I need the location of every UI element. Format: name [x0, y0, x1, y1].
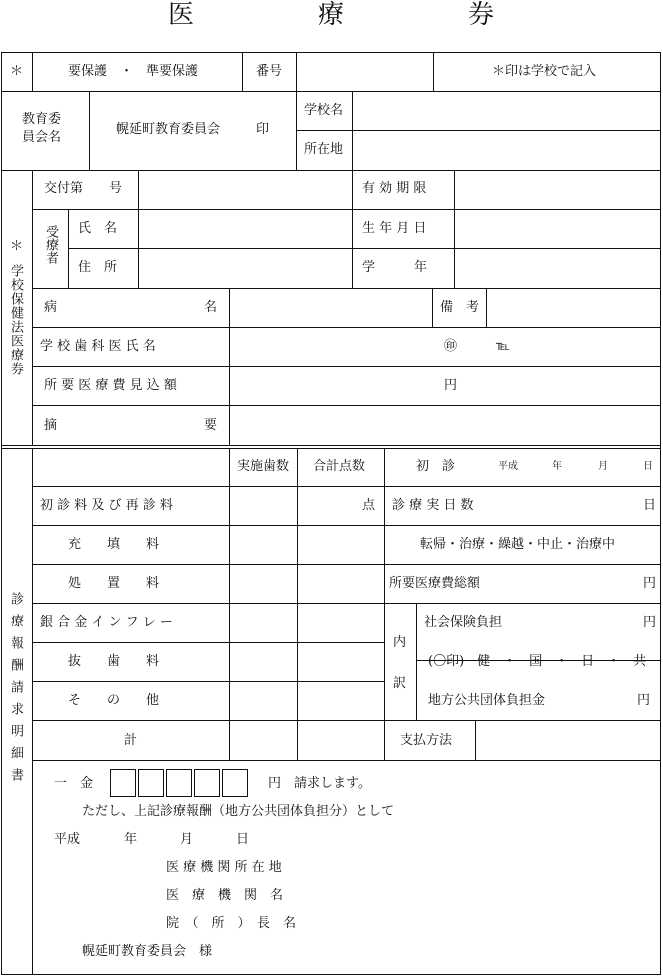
- school-note: ＊印は学校で記入: [492, 64, 597, 79]
- row-total: 計: [124, 733, 138, 748]
- local-gov-label: 地方公共団体負担金: [428, 693, 546, 708]
- total-cost-yen: 円: [643, 576, 657, 591]
- breakdown-label-1: 内: [393, 635, 407, 650]
- patient-name-label: 氏 名: [78, 221, 118, 236]
- breakdown-label-2: 訳: [393, 676, 407, 691]
- first-visit-year: 年: [552, 461, 562, 472]
- validity-label: 有 効 期 限: [362, 181, 427, 196]
- amount-digit-box: [222, 769, 248, 797]
- institution-name-label: 医 療 機 関 名: [166, 888, 284, 903]
- row-other: そ の 他: [68, 693, 160, 708]
- first-visit-day: 日: [643, 461, 653, 472]
- tel-mark: ℡: [496, 339, 510, 354]
- row-extraction-fee: 抜 歯 料: [68, 654, 160, 669]
- social-insurance-yen: 円: [643, 615, 657, 630]
- points-unit: 点: [362, 498, 376, 513]
- director-name-label: 院 （ 所 ） 長 名: [166, 916, 297, 931]
- row-filling-fee: 充 填 料: [68, 537, 160, 552]
- school-address-label: 所在地: [304, 142, 344, 157]
- title-char-3: 券: [468, 0, 495, 30]
- issue-number-label: 交付第 号: [44, 181, 123, 196]
- payment-method-label: 支払方法: [400, 733, 453, 748]
- grade-label: 学 年: [362, 260, 428, 275]
- row-procedure-fee: 処 置 料: [68, 576, 160, 591]
- total-cost-label: 所要医療費総額: [389, 576, 481, 591]
- col-total-points: 合計点数: [313, 459, 366, 474]
- school-name-label: 学校名: [304, 103, 344, 118]
- statement-side-label: 診療報酬請求明細書: [8, 592, 23, 790]
- amount-digit-box: [166, 769, 192, 797]
- board-seal: 印: [256, 122, 270, 137]
- claim-date-month: 月: [180, 832, 194, 847]
- insurance-types: (〇印) 健 ・ 国 ・ 日 ・ 共: [428, 654, 647, 669]
- row-silver-alloy-inlay: 銀 合 金 イ ン フ レ ー: [40, 615, 173, 630]
- claim-date-day: 日: [236, 832, 250, 847]
- treatment-outcome: 転帰・治療・繰越・中止・治療中: [420, 537, 616, 552]
- estimated-cost-label: 所 要 医 療 費 見 込 額: [44, 378, 177, 393]
- claim-recipient: 幌延町教育委員会 様: [82, 944, 213, 959]
- dentist-seal-mark: ㊞: [444, 339, 458, 354]
- col-teeth-count: 実施歯数: [237, 459, 290, 474]
- claim-amount-prefix: 一 金: [54, 776, 94, 791]
- disease-label: 病: [44, 300, 58, 315]
- institution-address-label: 医 療 機 関 所 在 地: [166, 860, 282, 875]
- treatment-days-unit: 日: [643, 498, 657, 513]
- social-insurance-label: 社会保険負担: [424, 615, 503, 630]
- summary-label: 摘: [44, 418, 58, 433]
- amount-digit-box: [138, 769, 164, 797]
- local-gov-yen: 円: [637, 693, 651, 708]
- board-name: 幌延町教育委員会: [116, 122, 221, 137]
- claim-note: ただし、上記診療報酬（地方公共団体負担分）として: [82, 804, 395, 819]
- estimated-cost-yen: 円: [444, 378, 458, 393]
- disease-label-2: 名: [204, 300, 218, 315]
- dentist-name-label: 学 校 歯 科 医 氏 名: [40, 339, 156, 354]
- ticket-side-label: 学校保健法医療券: [8, 264, 23, 376]
- board-label-line1: 教育委: [22, 112, 62, 127]
- first-visit-label: 初 診: [416, 459, 456, 474]
- board-label-line2: 員会名: [22, 130, 62, 145]
- birthdate-label: 生 年 月 日: [362, 221, 427, 236]
- first-visit-era: 平成: [498, 461, 518, 472]
- treatment-days-label: 診 療 実 日 数: [392, 498, 474, 513]
- patient-address-label: 住 所: [78, 260, 118, 275]
- remarks-label: 備 考: [440, 300, 480, 315]
- summary-label-2: 要: [204, 418, 218, 433]
- ticket-side-asterisk: ＊: [10, 239, 24, 254]
- title-char-2: 療: [318, 0, 345, 30]
- first-visit-month: 月: [598, 461, 608, 472]
- protection-type: 要保護 ・ 準要保護: [68, 64, 199, 79]
- row-consultation-fee: 初 診 料 及 び 再 診 料: [40, 498, 173, 513]
- claim-amount-suffix: 円 請求します。: [268, 776, 371, 791]
- number-label: 番号: [256, 64, 283, 79]
- amount-digit-box: [110, 769, 136, 797]
- claim-date-era: 平成: [54, 832, 81, 847]
- patient-label: 受療者: [43, 225, 58, 264]
- title-char-1: 医: [168, 0, 195, 30]
- amount-digit-box: [194, 769, 220, 797]
- header-asterisk: ＊: [10, 64, 24, 79]
- claim-date-year: 年: [124, 832, 138, 847]
